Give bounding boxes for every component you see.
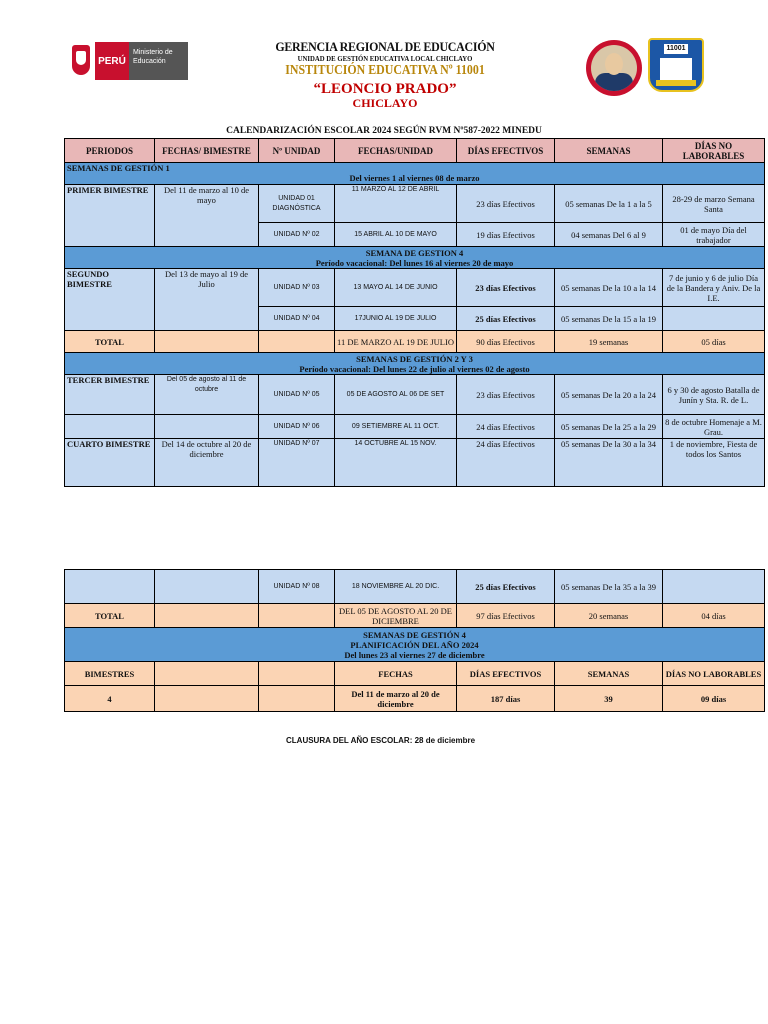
table-row [65, 375, 765, 415]
table-row [65, 570, 765, 604]
unit-weeks: 05 semanas De la 30 a la 34 [555, 439, 663, 487]
total-label: TOTAL [65, 331, 155, 353]
title-city: CHICLAYO [352, 96, 418, 110]
unit-weeks: 05 semanas De la 35 a la 39 [555, 570, 663, 604]
school-emblem-icon [648, 38, 704, 92]
unit-name: UNIDAD Nº 06 [259, 415, 335, 439]
unit-dates: 17JUNIO AL 19 DE JULIO [335, 307, 457, 331]
summary-header-cell: SEMANAS [555, 662, 663, 686]
unit-name: UNIDAD Nº 07 [259, 439, 335, 487]
unit-weeks: 04 semanas Del 6 al 9 [555, 223, 663, 247]
title-institucion: INSTITUCIÓN EDUCATIVA Nº 11001 [285, 63, 485, 78]
header-cell: FECHAS/UNIDAD [335, 139, 457, 163]
unit-name: UNIDAD Nº 03 [259, 269, 335, 307]
summary-holidays: 09 días [663, 686, 765, 712]
unit-holidays: 8 de octubre Homenaje a M. Grau. [663, 415, 765, 439]
peru-shield-icon [70, 45, 92, 77]
unit-days: 23 días Efectivos [457, 269, 555, 307]
section-subtitle: Del viernes 1 al viernes 08 de marzo [349, 173, 480, 183]
section-cell [65, 247, 765, 269]
section-title: SEMANAS DE GESTIÓN 2 Y 3 [356, 353, 473, 364]
table-row [65, 439, 765, 487]
unit-dates: 13 MAYO AL 14 DE JUNIO [335, 269, 457, 307]
header-titles [230, 40, 540, 110]
unit-holidays: 28-29 de marzo Semana Santa [663, 185, 765, 223]
summary-header-cell: BIMESTRES [65, 662, 155, 686]
unit-dates: 15 ABRIL AL 10 DE MAYO [335, 223, 457, 247]
unit-days: 19 días Efectivos [457, 223, 555, 247]
total-weeks: 20 semanas [555, 604, 663, 628]
table-row [65, 415, 765, 439]
table-row [65, 269, 765, 307]
closing-note: CLAUSURA DEL AÑO ESCOLAR: 28 de diciembre [286, 736, 476, 745]
unit-weeks: 05 semanas De la 20 a la 24 [555, 375, 663, 415]
section-cell [65, 628, 765, 662]
summary-weeks: 39 [555, 686, 663, 712]
header-cell: DÍAS NO LABORABLES [663, 139, 765, 163]
unit-name: UNIDAD Nº 08 [259, 570, 335, 604]
unit-name: UNIDAD Nº 04 [259, 307, 335, 331]
section-title: SEMANAS DE GESTIÓN 1 [67, 163, 170, 173]
unit-weeks: 05 semanas De la 25 a la 29 [555, 415, 663, 439]
section-row [65, 163, 765, 185]
section-cell [65, 163, 765, 185]
title-school-name: “LEONCIO PRADO” [313, 81, 457, 97]
portrait-icon [586, 40, 642, 96]
bimestre-name: CUARTO BIMESTRE [65, 439, 155, 487]
header-cell: Nº UNIDAD [259, 139, 335, 163]
summary-header-cell: DÍAS EFECTIVOS [457, 662, 555, 686]
title-gerencia: GERENCIA REGIONAL DE EDUCACIÓN [275, 39, 495, 54]
section-row [65, 353, 765, 375]
section-title: SEMANA DE GESTION 4 [365, 247, 464, 258]
minedu-logo [70, 42, 188, 80]
section-row [65, 628, 765, 662]
unit-dates: 14 OCTUBRE AL 15 NOV. [335, 439, 457, 487]
total-row [65, 331, 765, 353]
total-dates: 11 DE MARZO AL 19 DE JULIO [335, 331, 457, 353]
unit-dates: 11 MARZO AL 12 DE ABRIL [335, 185, 457, 223]
section-subtitle: PLANIFICACIÓN DEL AÑO 2024 [350, 639, 479, 650]
unit-holidays: 7 de junio y 6 de julio Día de la Bandera y Aniv. De la I.E. [663, 269, 765, 307]
summary-dates: Del 11 de marzo al 20 de diciembre [335, 686, 457, 712]
table-row [65, 185, 765, 223]
unit-dates: 18 NOVIEMBRE AL 20 DIC. [335, 570, 457, 604]
section-title: SEMANAS DE GESTIÓN 4 [363, 629, 466, 640]
section-subtitle: Período vacacional: Del lunes 22 de julio al viernes 02 de agosto [299, 363, 530, 374]
unit-holidays: 6 y 30 de agosto Batalla de Junín y Sta. R. de L. [663, 375, 765, 415]
unit-holidays: 01 de mayo Día del trabajador [663, 223, 765, 247]
unit-dates: 09 SETIEMBRE AL 11 OCT. [335, 415, 457, 439]
bimestre-dates: Del 14 de octubre al 20 de diciembre [155, 439, 259, 487]
total-days: 90 días Efectivos [457, 331, 555, 353]
summary-days: 187 días [457, 686, 555, 712]
title-ugel: UNIDAD DE GESTIÓN EDUCATIVA LOCAL CHICLAYO [297, 54, 473, 63]
unit-name: UNIDAD Nº 05 [259, 375, 335, 415]
header-cell: FECHAS/ BIMESTRE [155, 139, 259, 163]
unit-days: 24 días Efectivos [457, 415, 555, 439]
calendar-table-1 [64, 138, 765, 487]
total-label: TOTAL [65, 604, 155, 628]
unit-name: UNIDAD 01 DIAGNÓSTICA [259, 185, 335, 223]
unit-days: 23 días Efectivos [457, 375, 555, 415]
unit-name: UNIDAD Nº 02 [259, 223, 335, 247]
unit-weeks: 05 semanas De la 1 a la 5 [555, 185, 663, 223]
header-cell: DÍAS EFECTIVOS [457, 139, 555, 163]
total-holidays: 05 días [663, 331, 765, 353]
header-cell: PERIODOS [65, 139, 155, 163]
section-cell [65, 353, 765, 375]
bimestre-name: SEGUNDO BIMESTRE [65, 269, 155, 331]
total-row [65, 604, 765, 628]
summary-header-cell: FECHAS [335, 662, 457, 686]
total-weeks: 19 semanas [555, 331, 663, 353]
total-holidays: 04 días [663, 604, 765, 628]
unit-dates: 05 DE AGOSTO AL 06 DE SET [335, 375, 457, 415]
total-days: 97 días Efectivos [457, 604, 555, 628]
calendar-table-2 [64, 569, 765, 712]
unit-weeks: 05 semanas De la 15 a la 19 [555, 307, 663, 331]
peru-label: PERÚ [95, 42, 129, 80]
section-subtitle: Período vacacional: Del lunes 16 al viernes 20 de mayo [315, 257, 514, 268]
table-header-row [65, 139, 765, 163]
bimestre-dates: Del 11 de marzo al 10 de mayo [155, 185, 259, 247]
summary-bimestres: 4 [65, 686, 155, 712]
unit-days: 25 días Efectivos [457, 570, 555, 604]
unit-days: 23 días Efectivos [457, 185, 555, 223]
bimestre-dates: Del 13 de mayo al 19 de Julio [155, 269, 259, 331]
bimestre-name: PRIMER BIMESTRE [65, 185, 155, 247]
header-cell: SEMANAS [555, 139, 663, 163]
unit-days: 24 días Efectivos [457, 439, 555, 487]
section-subtitle: Del lunes 23 al viernes 27 de diciembre [344, 649, 485, 660]
document-header [0, 0, 768, 140]
unit-days: 25 días Efectivos [457, 307, 555, 331]
calendar-title: CALENDARIZACIÓN ESCOLAR 2024 SEGÚN RVM Nº587-2022 MINEDU [226, 126, 542, 136]
bimestre-name: TERCER BIMESTRE [65, 375, 155, 415]
summary-row [65, 686, 765, 712]
ministry-label: Ministerio de Educación [129, 42, 188, 80]
summary-header-row [65, 662, 765, 686]
unit-holidays: 1 de noviembre, Fiesta de todos los Santos [663, 439, 765, 487]
summary-header-cell: DÍAS NO LABORABLES [663, 662, 765, 686]
total-dates: DEL 05 DE AGOSTO AL 20 DE DICIEMBRE [335, 604, 457, 628]
unit-weeks: 05 semanas De la 10 a la 14 [555, 269, 663, 307]
section-row [65, 247, 765, 269]
emblem-number: 11001 [664, 44, 688, 54]
bimestre-dates: Del 05 de agosto al 11 de octubre [155, 375, 259, 415]
